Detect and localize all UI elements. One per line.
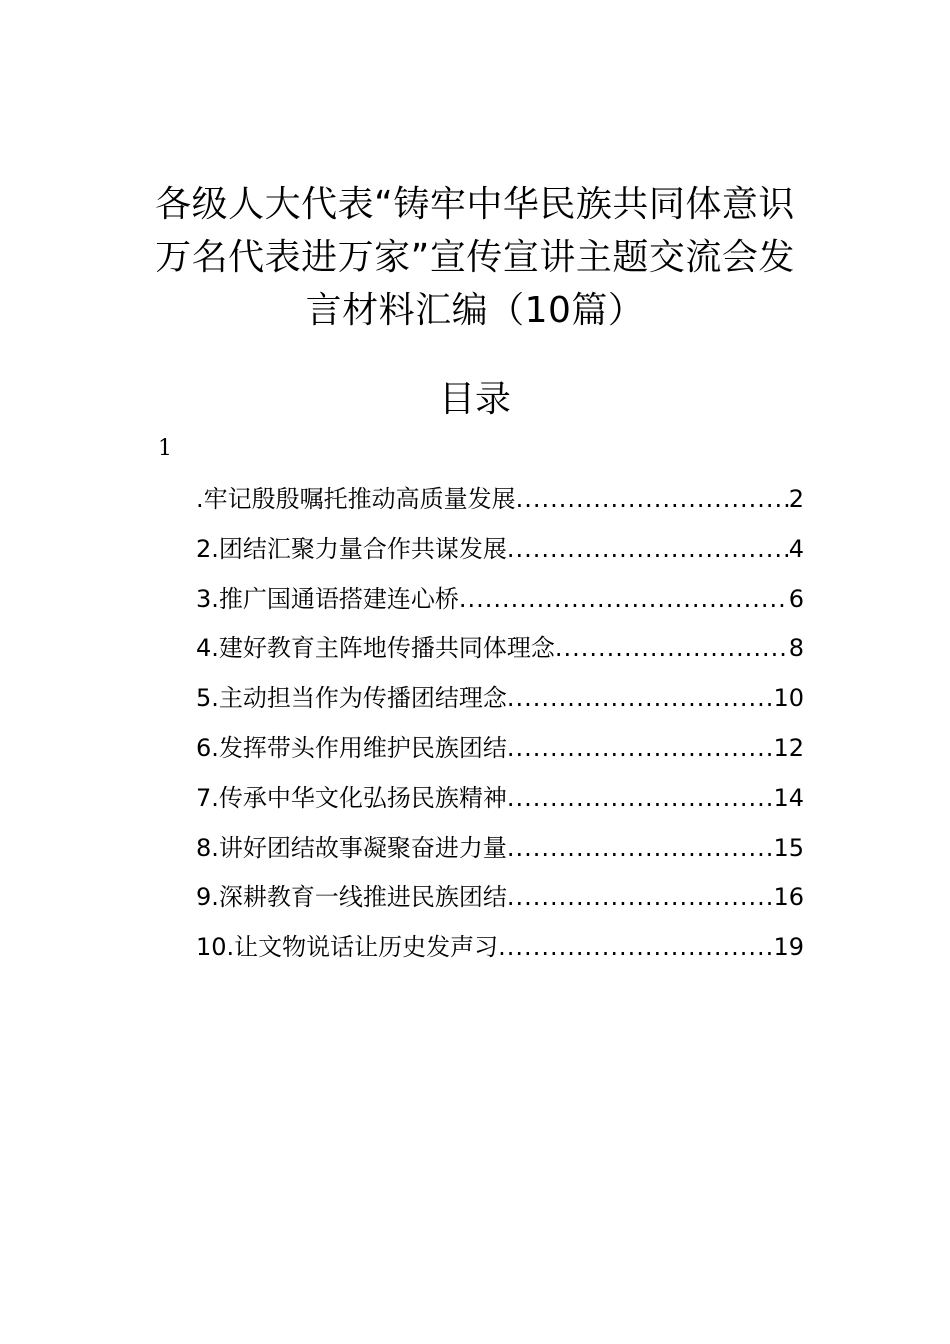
table-of-contents <box>196 481 804 979</box>
toc-page-number: 16 <box>773 883 804 912</box>
title-line-3: 言材料汇编（10篇） <box>305 290 645 331</box>
toc-entry-title: 5.主动担当作为传播团结理念 <box>196 684 507 713</box>
toc-entry-title: 8.讲好团结故事凝聚奋进力量 <box>196 833 507 862</box>
toc-dot-leader <box>507 680 774 716</box>
toc-page-number: 6 <box>788 584 804 613</box>
toc-entry-2[interactable] <box>196 531 804 581</box>
toc-entry-1[interactable] <box>196 481 804 531</box>
toc-page-number: 2 <box>788 485 804 513</box>
toc-dot-leader <box>516 481 789 517</box>
toc-dot-leader <box>507 730 774 766</box>
toc-page-number: 12 <box>773 733 804 762</box>
toc-entry-4[interactable] <box>196 630 804 680</box>
toc-entry-7[interactable] <box>196 780 804 830</box>
title-line-2: 万名代表进万家”宣传宣讲主题交流会发 <box>155 237 795 278</box>
title-line-1: 各级人大代表“铸牢中华民族共同体意识 <box>155 184 795 225</box>
toc-page-number: 19 <box>773 933 804 962</box>
toc-entry-title: 3.推广国通语搭建连心桥 <box>196 584 459 613</box>
toc-entry-6[interactable] <box>196 730 804 780</box>
toc-dot-leader <box>555 630 789 666</box>
toc-entry-title: 9.深耕教育一线推进民族团结 <box>196 883 507 912</box>
toc-entry-title: 4.建好教育主阵地传播共同体理念 <box>196 634 555 663</box>
toc-dot-leader <box>507 780 774 816</box>
toc-page-number: 10 <box>773 684 804 713</box>
toc-page-number: 15 <box>773 833 804 862</box>
toc-entry-title: .牢记殷殷嘱托推动高质量发展 <box>196 485 516 513</box>
toc-page-number: 8 <box>788 634 804 663</box>
toc-entry-3[interactable] <box>196 581 804 631</box>
toc-dot-leader <box>459 581 789 617</box>
toc-page-number: 4 <box>788 534 804 563</box>
toc-entry-title: 7.传承中华文化弘扬民族精神 <box>196 783 507 812</box>
toc-dot-leader <box>507 830 774 866</box>
toc-entry-title: 10.让文物说话让历史发声习 <box>196 933 499 962</box>
toc-entry-10[interactable] <box>196 929 804 979</box>
toc-entry-title: 6.发挥带头作用维护民族团结 <box>196 733 507 762</box>
toc-entry-9[interactable] <box>196 879 804 929</box>
toc-entry-5[interactable] <box>196 680 804 730</box>
toc-entry-title: 2.团结汇聚力量合作共谋发展 <box>196 534 507 563</box>
toc-heading: 目录 <box>438 379 511 420</box>
stray-page-number: 1 <box>158 436 172 461</box>
toc-dot-leader <box>498 929 773 965</box>
toc-dot-leader <box>507 879 774 915</box>
toc-page-number: 14 <box>773 783 804 812</box>
toc-dot-leader <box>507 531 789 567</box>
document-title <box>0 178 950 337</box>
toc-entry-8[interactable] <box>196 830 804 880</box>
